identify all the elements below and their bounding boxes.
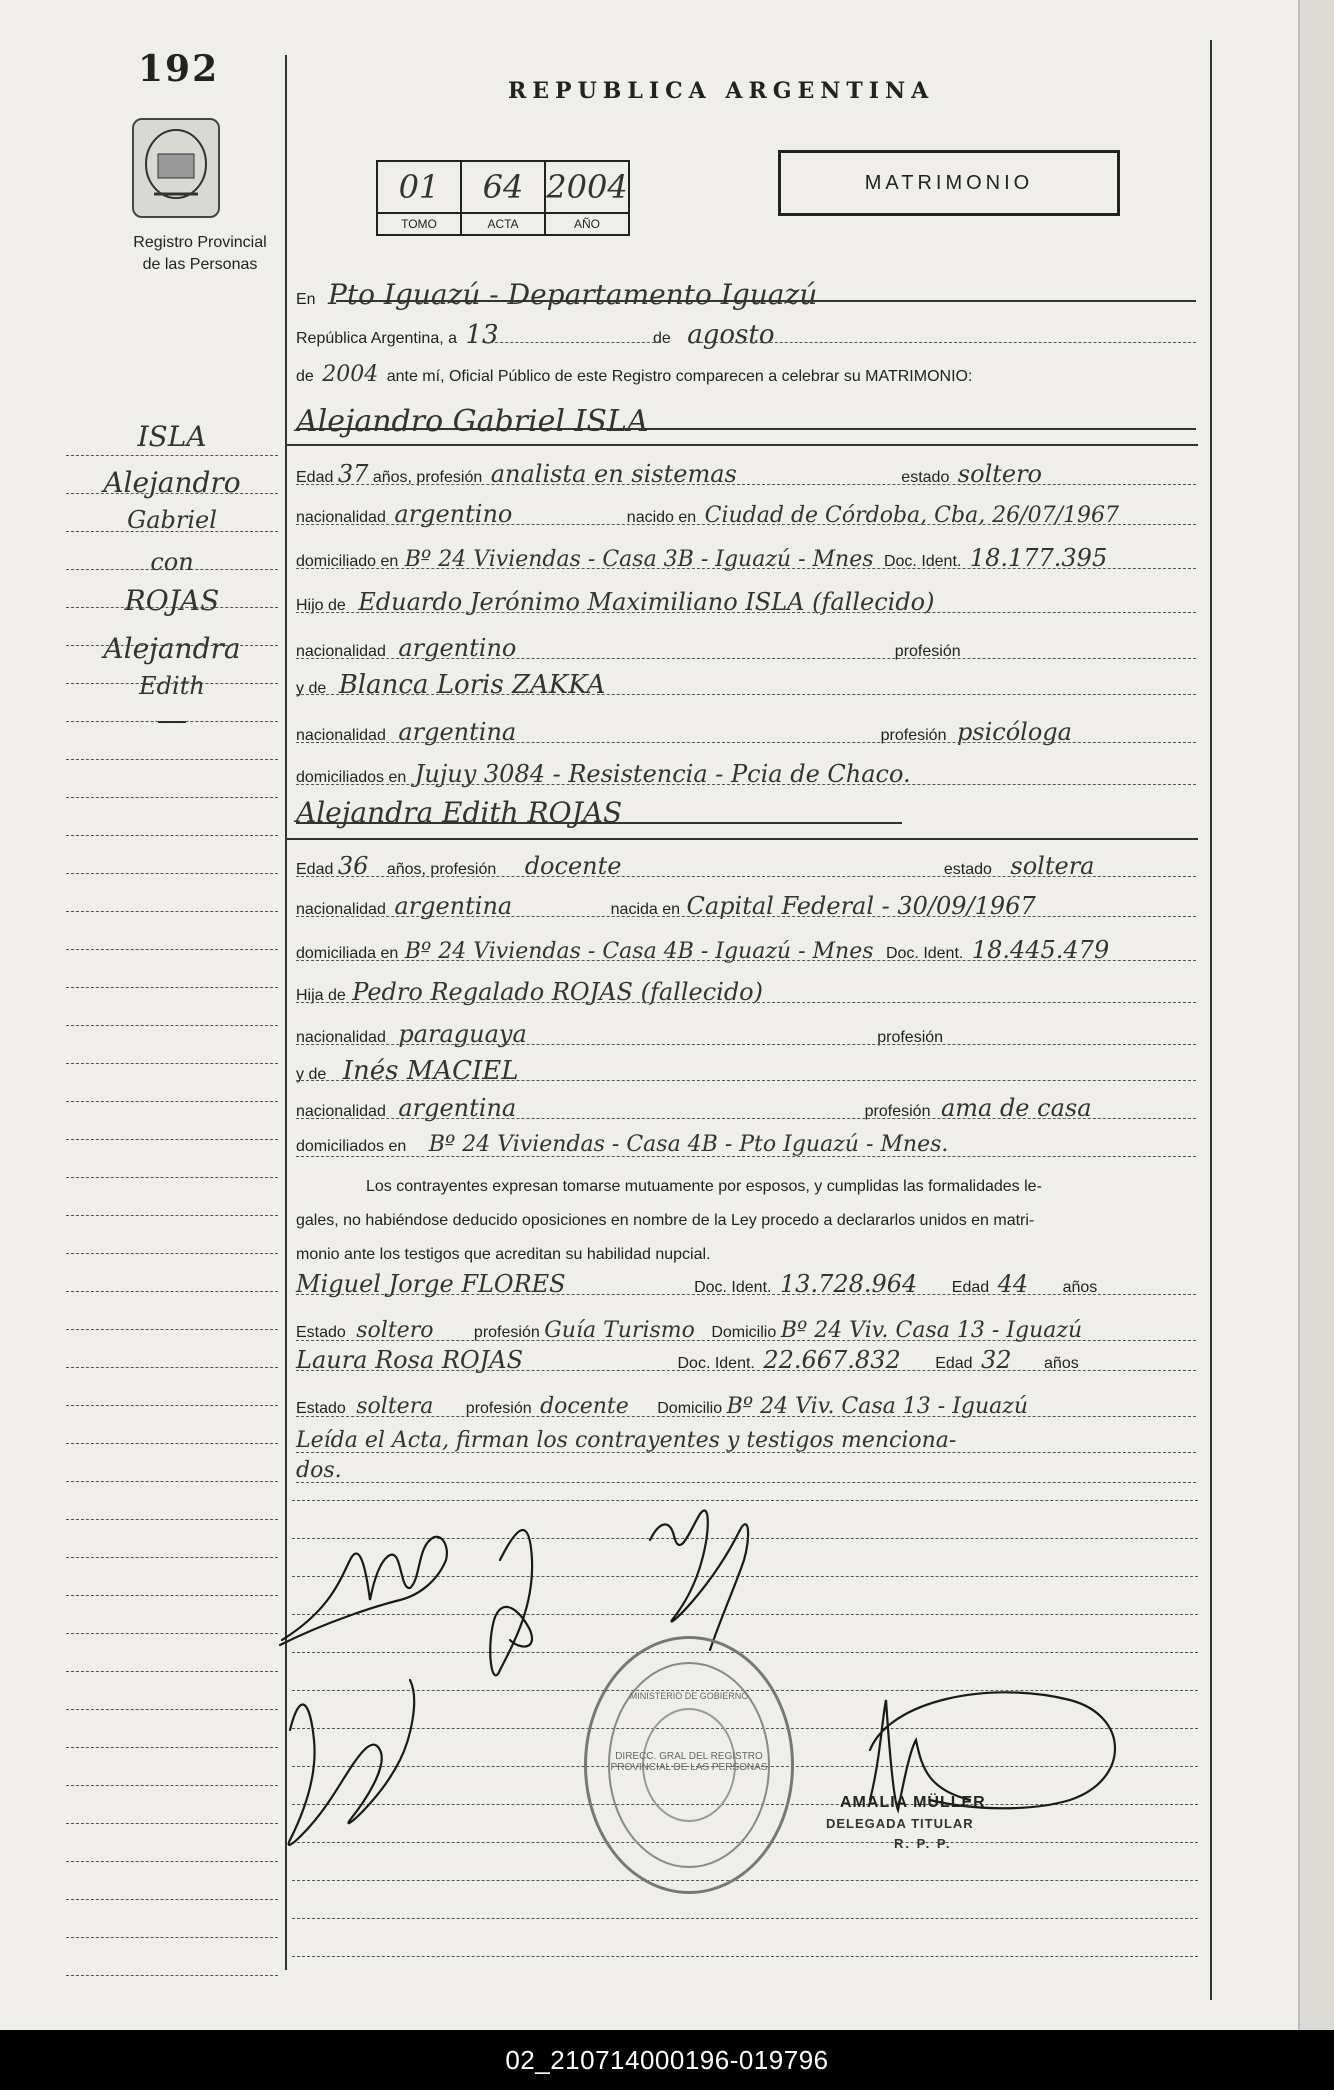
right-rule <box>1210 40 1212 2000</box>
bride-signature <box>490 1530 532 1675</box>
intro-place-row: En Pto Iguazú - Departamento Iguazú <box>296 278 818 311</box>
bride-parents-address-row: domiciliados en Bº 24 Viviendas - Casa 4B - Pto Iguazú - Mnes. <box>296 1132 949 1157</box>
seal-emblem-icon <box>134 120 218 216</box>
closing-line-2: dos. <box>296 1458 342 1483</box>
groom-nationality-row: nacionalidad argentino nacido en Ciudad de Córdoba, Cba, 26/07/1967 <box>296 500 1119 528</box>
record-type-box: MATRIMONIO <box>778 150 1120 216</box>
bride-nationality-row: nacionalidad argentina nacida en Capital Federal - 30/09/1967 <box>296 892 1036 920</box>
margin-ruled-line <box>66 1481 278 1482</box>
stamp-inner-text: MINISTERIO DE GOBIERNO <box>629 1691 749 1701</box>
acta-label: ACTA <box>462 212 544 234</box>
official-name: AMALIA MÜLLER <box>840 1794 986 1811</box>
row-underline <box>296 876 1196 877</box>
tomo-value: 01 <box>398 168 440 206</box>
groom-signature <box>280 1537 447 1645</box>
margin-given-1: Alejandro <box>103 466 241 499</box>
margin-ruled-line <box>66 1785 278 1786</box>
margin-ruled-line <box>66 1253 278 1254</box>
witness-2-details-row: Estado soltera profesión docente Domicilio Bº 24 Viv. Casa 13 - Iguazú <box>296 1394 1029 1419</box>
row-underline <box>296 568 1196 569</box>
bride-address-row: domiciliada en Bº 24 Viviendas - Casa 4B - Iguazú - Mnes Doc. Ident. 18.445.479 <box>296 936 1110 964</box>
body-ruled-line <box>292 1956 1198 1957</box>
margin-ruled-line <box>66 949 278 950</box>
stamp-ring-text: DIRECC. GRAL DEL REGISTRO PROVINCIAL DE LAS PERSONAS <box>610 1751 768 1773</box>
margin-ruled-line <box>66 987 278 988</box>
book-edge <box>1300 0 1334 2030</box>
margin-surname-2: ROJAS <box>124 584 220 617</box>
bride-father-row: Hija de Pedro Regalado ROJAS (fallecido) <box>296 978 763 1006</box>
margin-given-3: Alejandra <box>103 632 241 665</box>
groom-address-row: domiciliado en Bº 24 Viviendas - Casa 3B - Iguazú - Mnes Doc. Ident. 18.177.395 <box>296 544 1108 572</box>
margin-ruled-line <box>66 1899 278 1900</box>
margin-ruled-line <box>66 1215 278 1216</box>
row-underline <box>296 742 1196 743</box>
groom-father-nationality-row: nacionalidad argentino profesión <box>296 634 961 662</box>
witness-2-signature <box>289 1680 415 1845</box>
intro-place: Pto Iguazú - Departamento Iguazú <box>328 278 818 311</box>
margin-ruled-line <box>66 835 278 836</box>
witness-1-row: Miguel Jorge FLORES Doc. Ident. 13.728.964 Edad 44 años <box>296 1270 1098 1298</box>
margin-ruled-line <box>66 1823 278 1824</box>
row-underline <box>296 1156 1196 1157</box>
margin-ruled-line <box>66 873 278 874</box>
anio-value: 2004 <box>546 168 628 206</box>
margin-ruled-line <box>66 1747 278 1748</box>
groom-parents-address-row: domiciliados en Jujuy 3084 - Resistencia - Pcia de Chaco. <box>296 760 911 788</box>
official-signature <box>870 1692 1115 1810</box>
margin-ruled-line <box>66 1709 278 1710</box>
country-heading: REPUBLICA ARGENTINA <box>508 78 935 104</box>
margin-ruled-line <box>66 1557 278 1558</box>
record-number-box <box>376 160 630 236</box>
margin-ruled-line <box>66 759 278 760</box>
intro-date-row: República Argentina, a 13 de agosto <box>296 320 775 350</box>
margin-ruled-line <box>66 1367 278 1368</box>
row-underline <box>296 1002 1196 1003</box>
margin-ruled-line <box>66 1861 278 1862</box>
row-underline <box>296 612 1196 613</box>
witness-2-row: Laura Rosa ROJAS Doc. Ident. 22.667.832 Edad 32 años <box>296 1346 1079 1374</box>
anio-label: AÑO <box>546 212 628 234</box>
margin-ruled-line <box>66 1025 278 1026</box>
witness-1-signature <box>650 1510 748 1650</box>
bride-age-row: Edad 36 años, profesión docente estado soltera <box>296 852 1095 880</box>
margin-ruled-line <box>66 1595 278 1596</box>
row-underline <box>296 1118 1196 1119</box>
witness-1-details-row: Estado soltero profesión Guía Turismo Domicilio Bº 24 Viv. Casa 13 - Iguazú <box>296 1318 1083 1343</box>
registry-name: Registro Provincial de las Personas <box>133 234 267 273</box>
official-title: DELEGADA TITULAR <box>826 1816 974 1831</box>
row-underline <box>296 694 1196 695</box>
row-underline <box>296 484 1196 485</box>
declaration-text: Los contrayentes expresan tomarse mutuamente por esposos, y cumplidas las formalidades le- gales, no habiéndose deducido oposiciones en nombre de la Ley procedo a declararlos unidos en matri- monio ante los testigos que acreditan su habilidad nupcial. <box>296 1178 1042 1263</box>
groom-mother-nationality-row: nacionalidad argentina profesión psicóloga <box>296 718 1072 746</box>
margin-surname-1: ISLA <box>137 420 207 453</box>
margin-ruled-line <box>66 1937 278 1938</box>
bride-father-nationality-row: nacionalidad paraguaya profesión <box>296 1020 944 1048</box>
margin-ruled-line <box>66 1405 278 1406</box>
margin-ruled-line <box>66 1101 278 1102</box>
margin-ruled-line <box>66 1139 278 1140</box>
row-underline <box>296 1044 1196 1045</box>
image-caption: 02_210714000196-019796 <box>0 2030 1334 2090</box>
margin-ruled-line <box>66 1063 278 1064</box>
margin-ruled-line <box>66 1519 278 1520</box>
provincial-seal <box>132 118 220 218</box>
body-ruled-line <box>292 1918 1198 1919</box>
margin-conjunction: con <box>150 548 194 576</box>
bride-mother-nationality-row: nacionalidad argentina profesión ama de casa <box>296 1094 1092 1122</box>
margin-ruled-line <box>66 1443 278 1444</box>
groom-mother-row: y de Blanca Loris ZAKKA <box>296 670 606 700</box>
margin-ruled-line <box>66 1633 278 1634</box>
bride-name: Alejandra Edith ROJAS <box>296 796 623 829</box>
margin-ruled-line <box>66 911 278 912</box>
row-underline <box>296 916 1196 917</box>
margin-ruled-line <box>66 1291 278 1292</box>
margin-ruled-line <box>66 1177 278 1178</box>
margin-ruled-line <box>66 797 278 798</box>
closing-line-1: Leída el Acta, firman los contrayentes y testigos menciona- <box>296 1428 957 1453</box>
row-underline <box>296 658 1196 659</box>
folio-number: 192 <box>138 48 220 90</box>
row-underline <box>296 1080 1196 1081</box>
margin-given-4: Edith <box>139 672 205 700</box>
margin-ruled-line <box>66 455 278 456</box>
margin-ruled-line <box>66 1671 278 1672</box>
groom-age-row: Edad 37 años, profesión analista en sistemas estado soltero <box>296 460 1043 488</box>
groom-father-row: Hijo de Eduardo Jerónimo Maximiliano ISLA (fallecido) <box>296 588 935 616</box>
margin-given-2: Gabriel <box>127 506 217 534</box>
groom-name: Alejandro Gabriel ISLA <box>296 404 649 439</box>
official-office: R. P. P. <box>894 1836 952 1851</box>
tomo-label: TOMO <box>378 212 460 234</box>
acta-value: 64 <box>482 168 524 206</box>
bride-mother-row: y de Inés MACIEL <box>296 1056 519 1086</box>
row-underline <box>296 1482 1196 1483</box>
margin-ruled-line <box>66 1329 278 1330</box>
registry-stamp <box>584 1636 794 1894</box>
intro-statement-row: de 2004 ante mí, Oficial Público de este Registro comparecen a celebrar su MATRIMONIO: <box>296 362 973 387</box>
margin-dash: — <box>158 704 186 735</box>
row-underline <box>296 960 1196 961</box>
margin-ruled-line <box>66 1975 278 1976</box>
row-underline <box>296 784 1196 785</box>
row-underline <box>296 524 1196 525</box>
